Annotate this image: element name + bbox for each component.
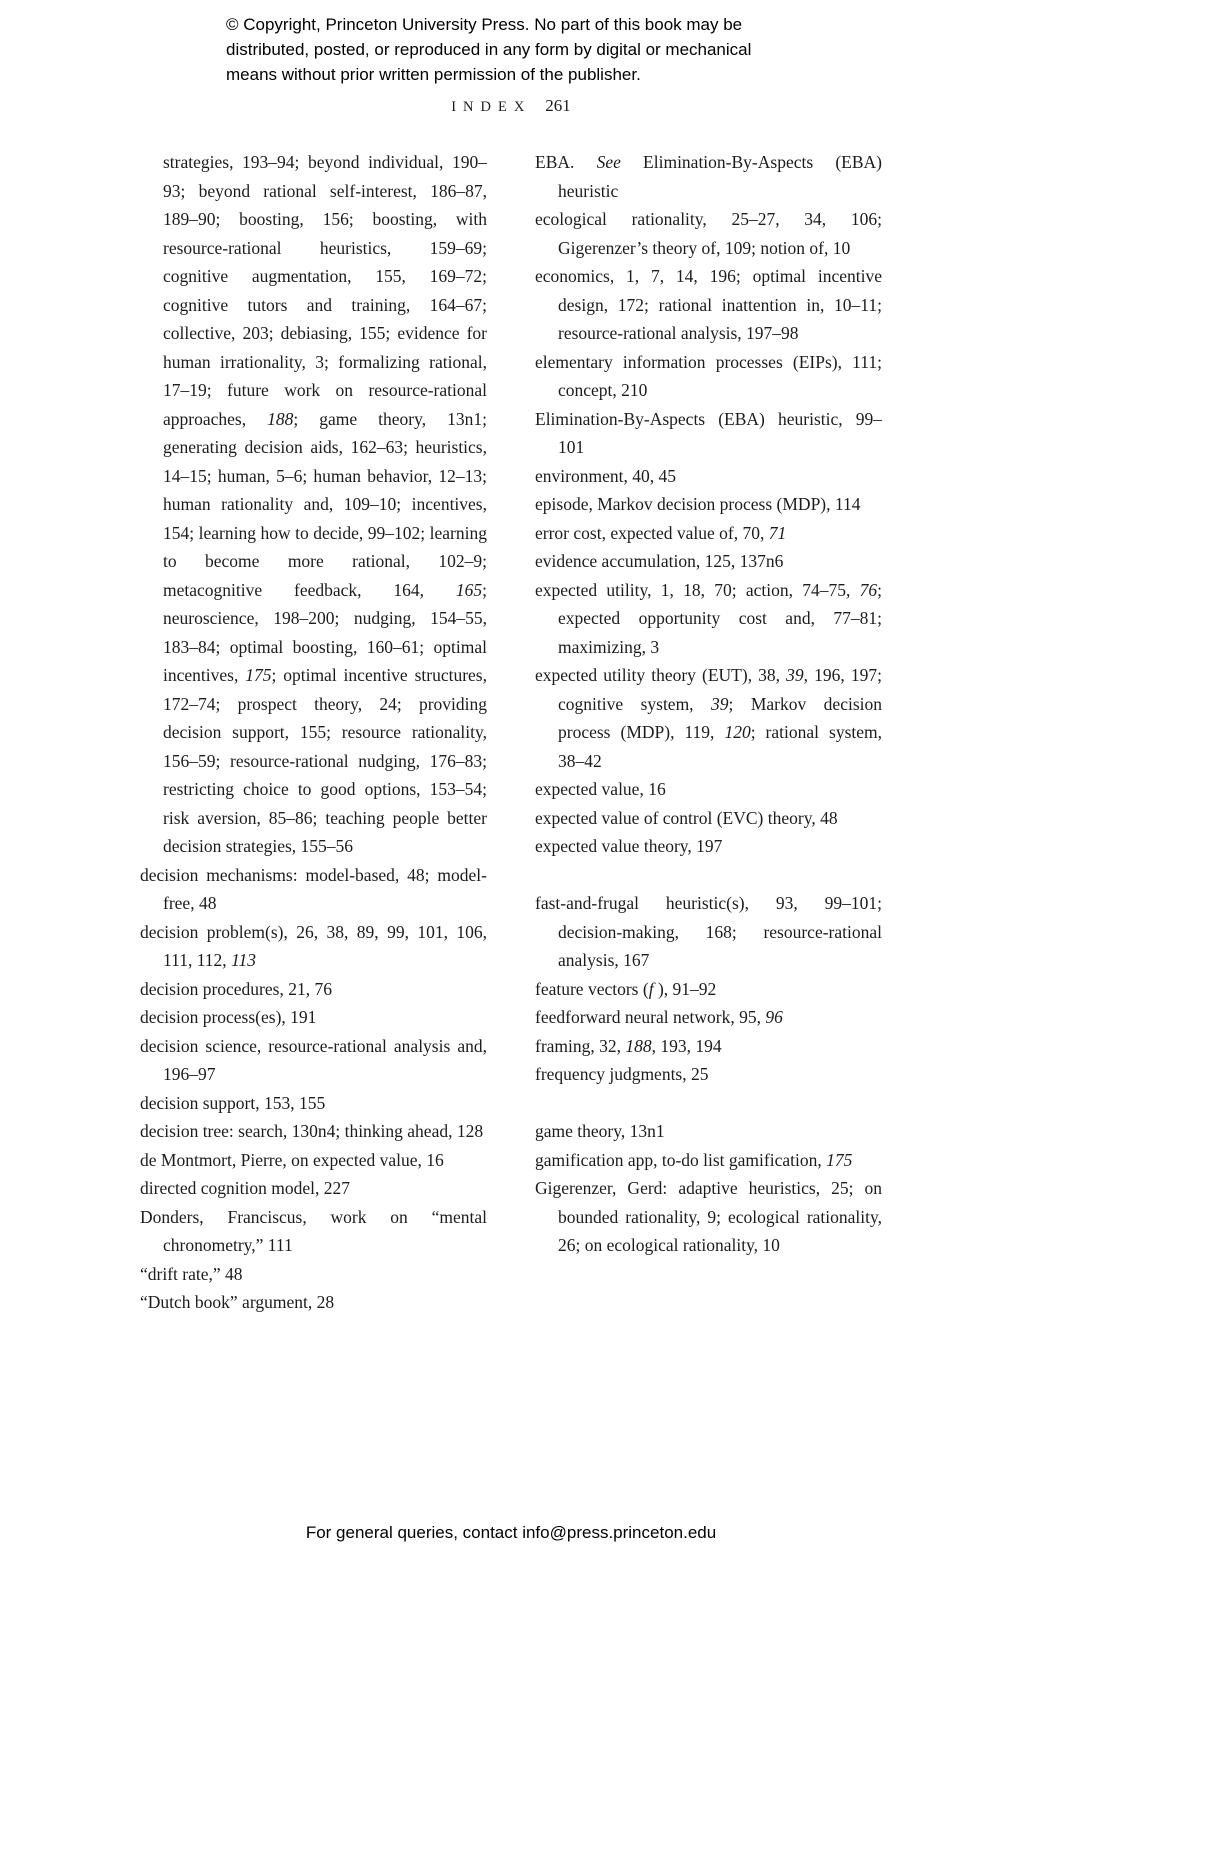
- index-entry: ecological rationality, 25–27, 34, 106; Gigerenzer’s theory of, 109; notion of, 10: [535, 209, 882, 258]
- index-entry: expected utility, 1, 18, 70; action, 74–75, 76; expected opportunity cost and, 77–81; maximizing, 3: [535, 579, 882, 657]
- index-entry: decision tree: search, 130n4; thinking ahead, 128: [140, 1121, 484, 1141]
- index-entry: elementary information processes (EIPs), 111; concept, 210: [535, 351, 882, 400]
- left-column: [140, 148, 487, 1317]
- index-entry: de Montmort, Pierre, on expected value, 16: [140, 1149, 444, 1170]
- index-entry: decision problem(s), 26, 38, 89, 99, 101, 106, 111, 112, 113: [140, 921, 487, 970]
- index-entry: feedforward neural network, 95, 96: [535, 1007, 783, 1027]
- index-entry: environment, 40, 45: [535, 465, 676, 486]
- index-entry: expected value theory, 197: [535, 836, 723, 856]
- index-title: INDEX: [451, 99, 532, 115]
- index-entry: directed cognition model, 227: [140, 1178, 350, 1198]
- index-entry: “Dutch book” argument, 28: [140, 1292, 335, 1312]
- index-entry: decision mechanisms: model-based, 48; model-free, 48: [140, 864, 487, 913]
- footer-contact: For general queries, contact info@press.princeton.edu: [305, 1523, 717, 1542]
- index-entry: game theory, 13n1: [535, 1121, 665, 1141]
- index-entry: expected utility theory (EUT), 38, 39, 196, 197; cognitive system, 39; Markov decision process (MDP), 119, 120; rational system, 38–42: [535, 665, 883, 771]
- index-entry: expected value, 16: [535, 779, 666, 799]
- page-number: 261: [545, 96, 571, 115]
- index-entry: framing, 32, 188, 193, 194: [535, 1035, 722, 1056]
- copyright-notice: [226, 12, 751, 87]
- index-columns: [140, 148, 882, 1317]
- index-entry: episode, Markov decision process (MDP), 114: [535, 494, 861, 514]
- index-entry: feature vectors (f ), 91–92: [535, 978, 717, 999]
- page-header: [140, 96, 882, 116]
- index-entry: Gigerenzer, Gerd: adaptive heuristics, 25; on bounded rationality, 9; ecological rationality, 26; on ecological rationality, 10: [535, 1178, 882, 1255]
- index-entry: error cost, expected value of, 70, 71: [535, 522, 787, 543]
- index-entry: decision science, resource-rational analysis and, 196–97: [140, 1035, 487, 1084]
- index-entry: EBA. See Elimination-By-Aspects (EBA) heuristic: [535, 152, 882, 201]
- index-entry: Donders, Franciscus, work on “mental chronometry,” 111: [140, 1206, 487, 1255]
- index-entry: expected value of control (EVC) theory, 48: [535, 807, 838, 828]
- index-entry: fast-and-frugal heuristic(s), 93, 99–101; decision-making, 168; resource-rational analysis, 167: [535, 893, 882, 970]
- copyright-line: means without prior written permission of the publisher.: [226, 65, 641, 84]
- right-column: [535, 148, 882, 1317]
- index-entry: decision procedures, 21, 76: [140, 978, 332, 999]
- index-entry: strategies, 193–94; beyond individual, 190–93; beyond rational self-interest, 186–87, 189–90; boosting, 156; boosting, with resource-rational heuristics, 159–69; cognitive augmentation, 155, 169–72; cognitive tutors and training, 164–67; collective, 203; debiasing, 155; evidence for human irrationality, 3; formalizing rational, 17–19; future work on resource-rational approaches, 188; game theory, 13n1; generating decision aids, 162–63; heuristics, 14–15; human, 5–6; human behavior, 12–13; human rationality and, 109–10; incentives, 154; learning how to decide, 99–102; learning to become more rational, 102–9; metacognitive feedback, 164, 165; neuroscience, 198–200; nudging, 154–55, 183–84; optimal boosting, 160–61; optimal incentives, 175; optimal incentive structures, 172–74; prospect theory, 24; providing decision support, 155; resource rationality, 156–59; resource-rational nudging, 176–83; restricting choice to good options, 153–54; risk aversion, 85–86; teaching people better decision strategies, 155–56: [163, 152, 487, 856]
- index-entry: “drift rate,” 48: [140, 1263, 243, 1284]
- copyright-line: distributed, posted, or reproduced in any form by digital or mechanical: [226, 40, 752, 59]
- index-entry: gamification app, to-do list gamification, 175: [535, 1149, 853, 1170]
- index-entry: frequency judgments, 25: [535, 1064, 709, 1084]
- index-entry: Elimination-By-Aspects (EBA) heuristic, 99–101: [535, 408, 882, 457]
- index-entry: economics, 1, 7, 14, 196; optimal incentive design, 172; rational inattention in, 10–11; resource-rational analysis, 197–98: [535, 266, 882, 343]
- index-entry: decision process(es), 191: [140, 1007, 317, 1027]
- index-entry: decision support, 153, 155: [140, 1092, 326, 1113]
- copyright-line: © Copyright, Princeton University Press. No part of this book may be: [226, 15, 743, 34]
- index-entry: evidence accumulation, 125, 137n6: [535, 551, 784, 571]
